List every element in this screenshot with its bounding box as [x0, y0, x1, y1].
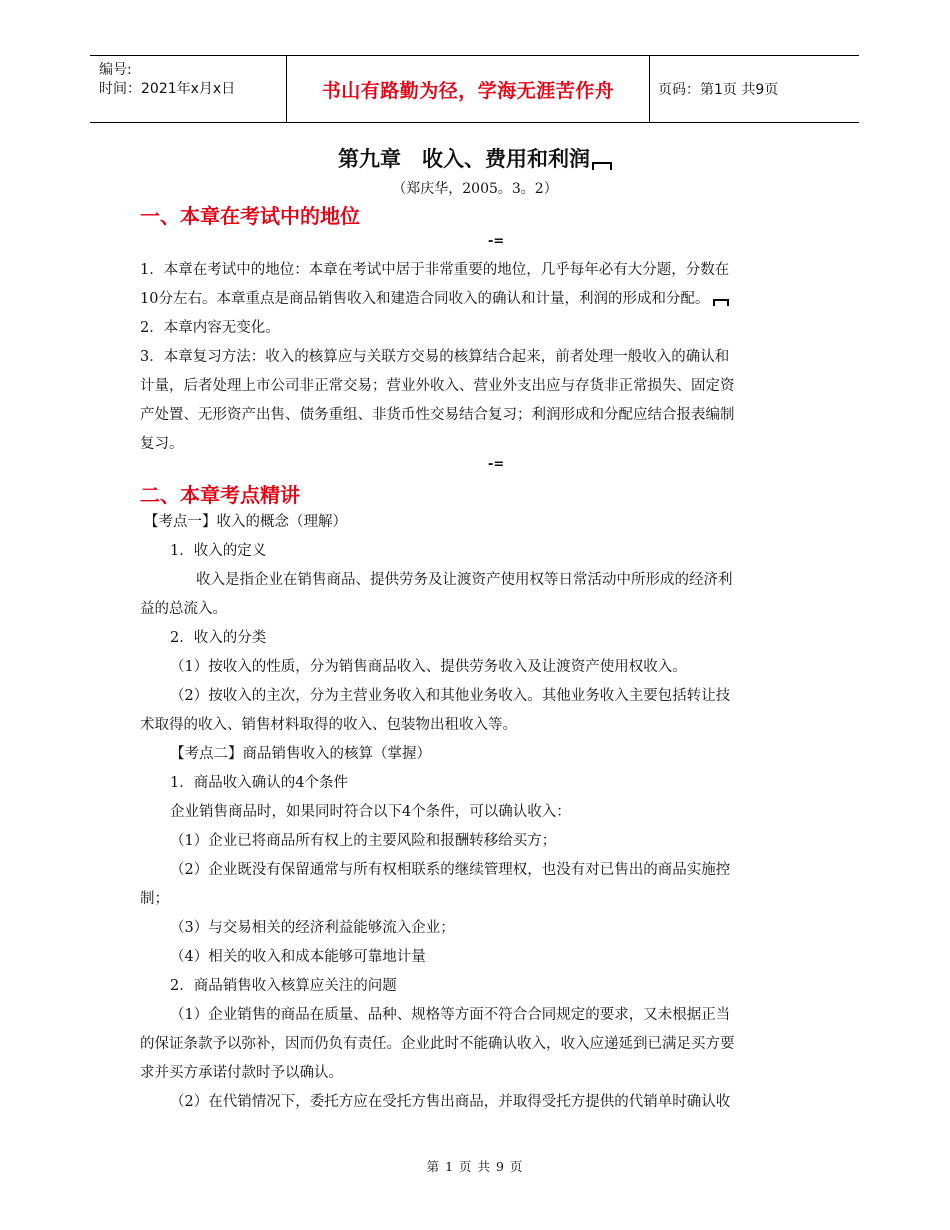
- text-line: （4）相关的收入和成本能够可靠地计量: [170, 949, 426, 965]
- text-line: 1．本章在考试中的地位：本章在考试中居于非常重要的地位，几乎每年必有大分题，分数在: [140, 262, 730, 278]
- text-line: 制；: [140, 891, 169, 907]
- header-table: [90, 55, 859, 123]
- section1-heading: 一、本章在考试中的地位: [140, 204, 360, 228]
- text-line: [140, 285, 812, 314]
- text-line: （2）在代销情况下，委托方应在受托方售出商品，并取得受托方提供的代销单时确认收: [170, 1094, 731, 1110]
- text-line: （1）按收入的性质，分为销售商品收入、提供劳务收入及让渡资产使用权收入。: [170, 659, 687, 675]
- text-line: （1）企业销售的商品在质量、品种、规格等方面不符合合同规定的要求，又未根据正当: [170, 1007, 731, 1023]
- page-code: 页码：第1页 共9页: [658, 82, 779, 98]
- text-line: 求并买方承诺付款时予以确认。: [140, 1065, 343, 1081]
- motto: 书山有路勤为径，学海无涯苦作舟: [321, 79, 615, 102]
- time-label: 时间：2021年x月x日: [99, 81, 236, 97]
- section2-heading: 二、本章考点精讲: [140, 483, 300, 507]
- chapter-title-text: 第九章 收入、费用和利润: [338, 147, 590, 171]
- text-line: 1．商品收入确认的4个条件: [170, 775, 348, 791]
- chapter-subtitle: （郑庆华，2005。3。2）: [392, 181, 558, 197]
- text-line: 产处置、无形资产出售、债务重组、非货币性交易结合复习；利润形成和分配应结合报表编制: [140, 407, 735, 423]
- text-line: （2）企业既没有保留通常与所有权相联系的继续管理权，也没有对已售出的商品实施控: [170, 862, 731, 878]
- point-2-title: 【考点二】商品销售收入的核算（掌握）: [170, 746, 431, 762]
- page-footer: 第 1 页 共 9 页: [426, 1159, 524, 1174]
- section2-body: [140, 508, 812, 1117]
- header-meta-cell: [90, 56, 286, 122]
- header-motto-cell: [286, 56, 650, 122]
- point-1-title: 【考点一】收入的概念（理解）: [144, 514, 347, 530]
- chapter-title: [0, 143, 950, 173]
- text-span: 10分左右。本章重点是商品销售收入和建造合同收入的确认和计量，利润的形成和分配。: [140, 291, 710, 307]
- text-line: 的保证条款予以弥补，因而仍负有责任。企业此时不能确认收入，收入应递延到已满足买方要: [140, 1036, 735, 1052]
- text-line: 3．本章复习方法：收入的核算应与关联方交易的核算结合起来，前者处理一般收入的确认和: [140, 349, 730, 365]
- number-label: 编号:: [99, 62, 132, 78]
- text-line: 2．本章内容无变化。: [140, 320, 280, 336]
- header-page-cell: [649, 56, 859, 122]
- text-line: 益的总流入。: [140, 601, 227, 617]
- section1-deco-2: -=: [488, 457, 505, 472]
- bracket-mark-icon: [713, 299, 729, 306]
- section1-deco: -=: [488, 234, 505, 249]
- text-line: 2．商品销售收入核算应关注的问题: [170, 978, 397, 994]
- bracket-mark-icon: [592, 162, 612, 170]
- text-line: 复习。: [140, 436, 184, 452]
- text-line: （1）企业已将商品所有权上的主要风险和报酬转移给买方；: [170, 833, 557, 849]
- text-line: 企业销售商品时，如果同时符合以下4个条件，可以确认收入：: [170, 804, 571, 820]
- text-line: 1．收入的定义: [170, 543, 267, 559]
- section1-paragraph-1: [140, 256, 812, 459]
- text-line: 收入是指企业在销售商品、提供劳务及让渡资产使用权等日常活动中所形成的经济利: [196, 572, 733, 588]
- text-line: 计量，后者处理上市公司非正常交易；营业外收入、营业外支出应与存货非正常损失、固定资: [140, 378, 735, 394]
- text-line: 术取得的收入、销售材料取得的收入、包装物出租收入等。: [140, 717, 517, 733]
- text-line: （3）与交易相关的经济利益能够流入企业；: [170, 920, 455, 936]
- text-line: （2）按收入的主次，分为主营业务收入和其他业务收入。其他业务收入主要包括转让技: [170, 688, 731, 704]
- text-line: 2．收入的分类: [170, 630, 267, 646]
